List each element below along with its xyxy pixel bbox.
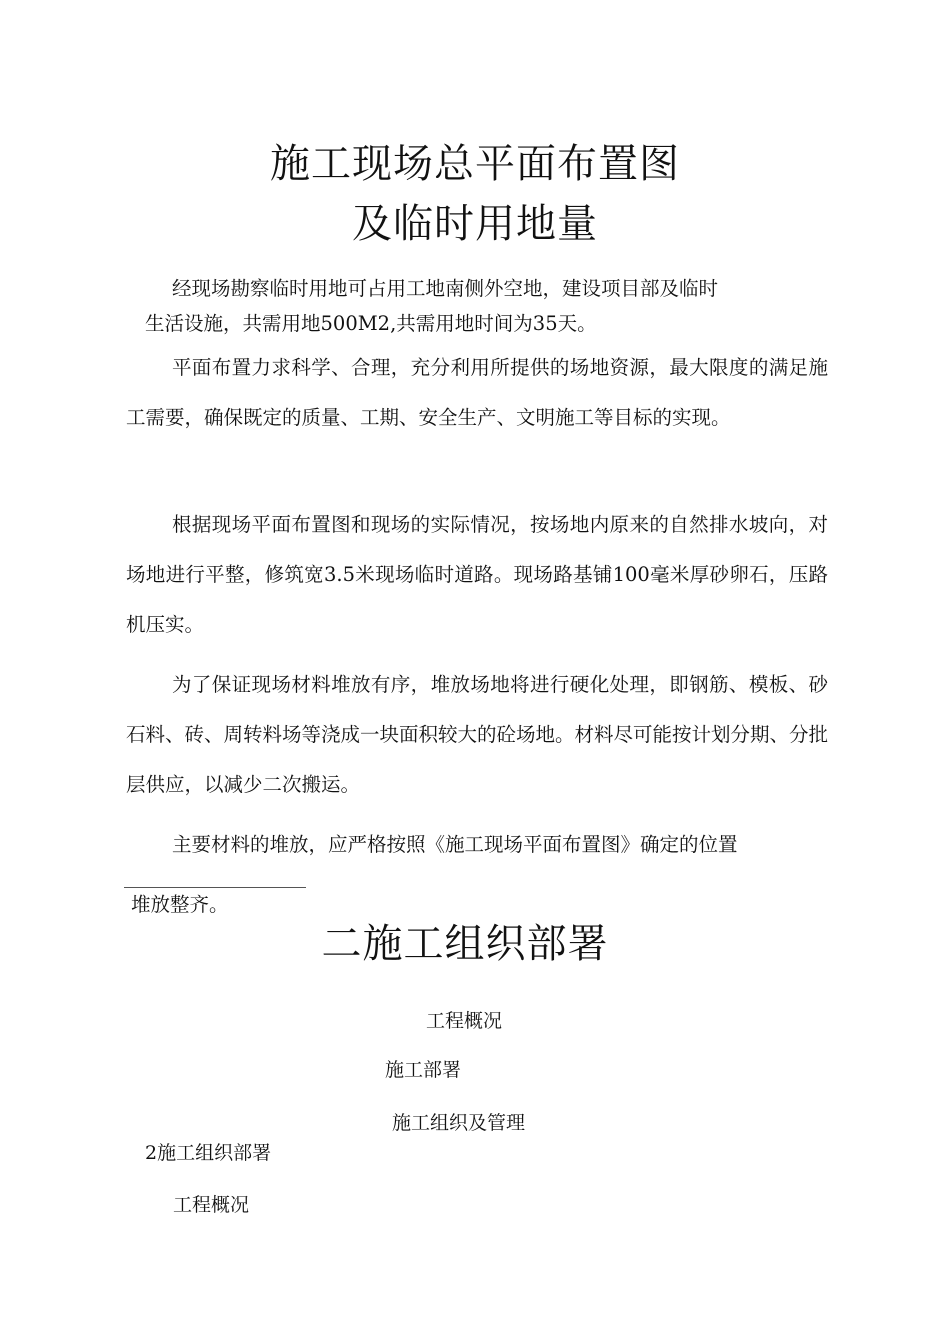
paragraph-2: 平面布置力求科学、合理，充分利用所提供的场地资源，最大限度的满足施工需要，确保既定的质量、工期、安全生产、文明施工等目标的实现。 [126, 356, 828, 429]
toc-item-project-overview: 工程概况 [426, 1010, 503, 1032]
paragraph-1-line2: 生活设施，共需用地500M2,共需用地时间为35天。 [145, 312, 597, 335]
paragraph-3: 根据现场平面布置图和现场的实际情况，按场地内原来的自然排水坡向，对场地进行平整，修筑宽3.5米现场临时道路。现场路基铺100毫米厚砂卵石，压路机压实。 [126, 513, 828, 636]
paragraph-6: 堆放整齐。 [131, 893, 229, 916]
document-title-line1: 施工现场总平面布置图 [270, 141, 680, 187]
toc-item-project-overview-2: 工程概况 [173, 1194, 250, 1216]
document-title-line2: 及临时用地量 [352, 201, 598, 247]
paragraph-1-line1: 经现场勘察临时用地可占用工地南侧外空地，建设项目部及临时 [172, 277, 719, 300]
toc-item-deployment: 施工部署 [385, 1059, 462, 1081]
paragraph-4: 为了保证现场材料堆放有序，堆放场地将进行硬化处理，即钢筋、模板、砂石料、砖、周转料场等浇成一块面积较大的砼场地。材料尽可能按计划分期、分批层供应，以减少二次搬运。 [126, 673, 829, 796]
paragraph-5: 主要材料的堆放，应严格按照《施工现场平面布置图》确定的位置 [172, 833, 738, 856]
toc-item-section-2: 2施工组织部署 [145, 1142, 272, 1164]
toc-item-organization-management: 施工组织及管理 [392, 1112, 526, 1134]
section-title: 二施工组织部署 [321, 921, 609, 967]
